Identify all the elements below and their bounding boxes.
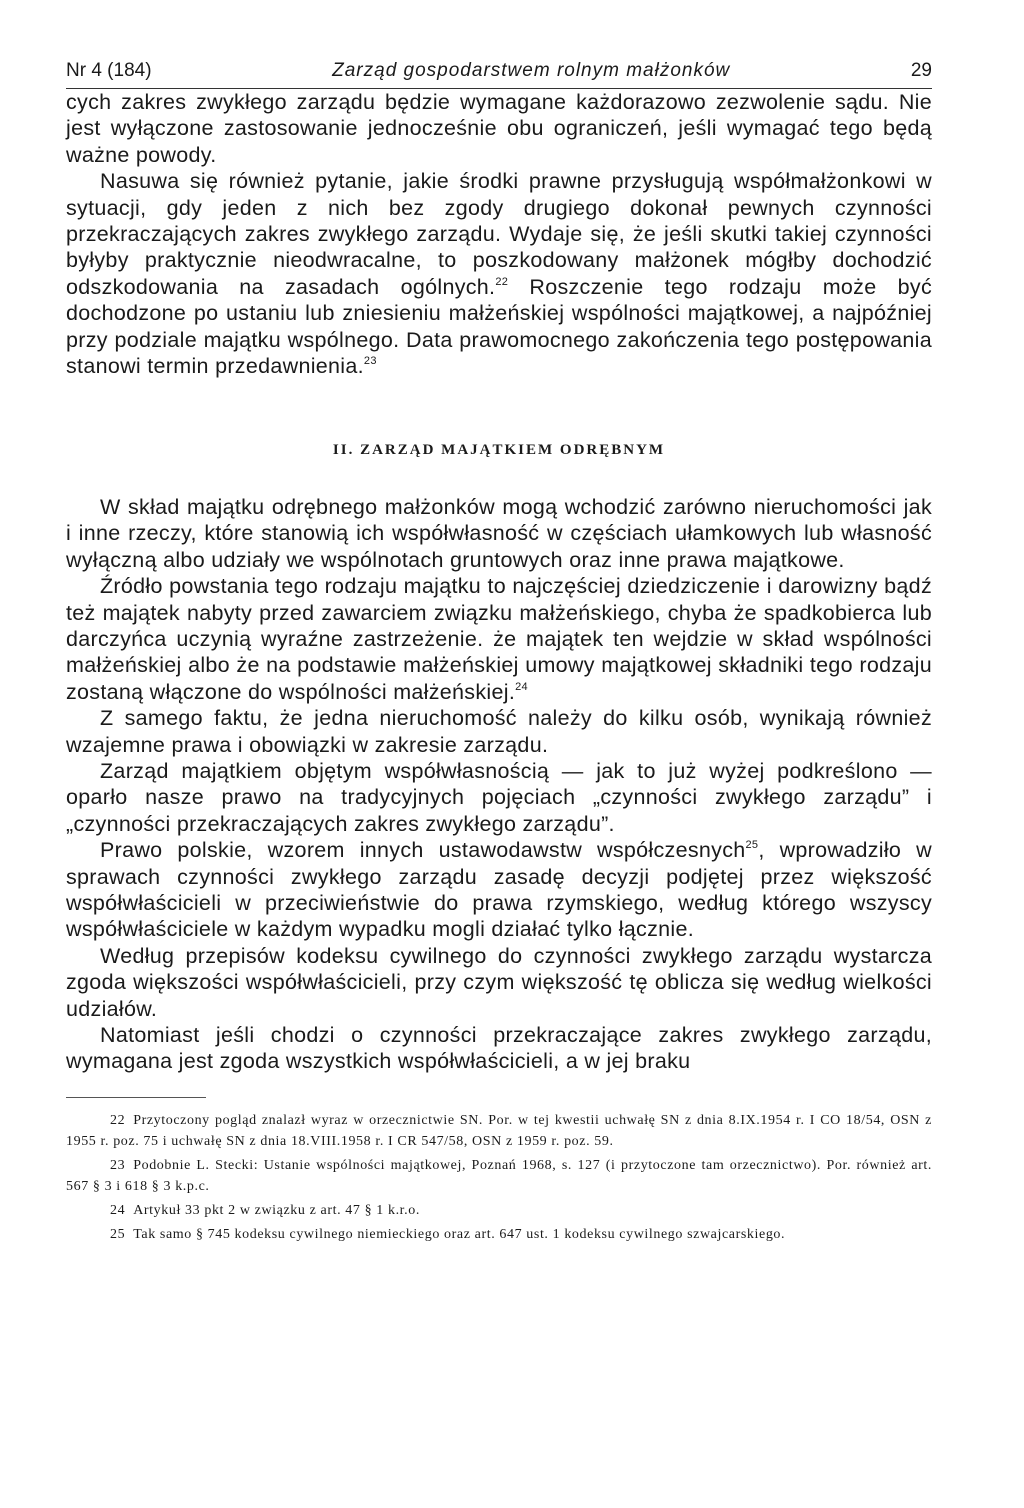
paragraph-8: Według przepisów kodeksu cywilnego do czynności zwykłego zarządu wystarcza zgoda większości współwłaścicieli, przy czym większość tę oblicza się według wielkości udziałów. (66, 943, 932, 1021)
paragraph-7 (66, 837, 932, 943)
footnote-ref-22[interactable]: 22 (495, 275, 509, 288)
footnote-number: 24 (110, 1202, 126, 1218)
paragraph-4 (66, 573, 932, 705)
paragraph-4-text: Źródło powstania tego rodzaju majątku to najczęściej dziedziczenie i darowizny bądź też majątek nabyty przed zawarciem związku małżeńskiego, chyba że spadkobierca lub darczyńca uczynią wyraźne zastrzeżenie. że majątek ten wejdzie w skład wspólności małżeńskiej albo że na podstawie małżeńskiej umowy majątkowej składniki tego rodzaju zostaną włączone do wspólności małżeńskiej. (66, 574, 932, 704)
footnote-ref-23[interactable]: 23 (363, 355, 377, 368)
footnote-divider (66, 1097, 206, 1098)
article-body (66, 89, 932, 1075)
footnote-22 (66, 1110, 932, 1152)
footnote-24 (66, 1200, 932, 1221)
paragraph-3: W skład majątku odrębnego małżonków mogą wchodzić zarówno nieruchomości jak i inne rzeczy, które stanowią ich współwłasność w częściach ułamkowych lub własność wyłączną albo udziały we wspólnotach gruntowych oraz inne prawa majątkowe. (66, 494, 932, 572)
running-title: Zarząd gospodarstwem rolnym małżonków (332, 60, 731, 81)
running-header (66, 60, 932, 89)
footnote-number: 25 (110, 1226, 126, 1242)
paragraph-5: Z samego faktu, że jedna nieruchomość należy do kilku osób, wynikają również wzajemne prawa i obowiązki w zakresie zarządu. (66, 706, 932, 757)
footnote-ref-24[interactable]: 24 (515, 680, 528, 693)
footnote-number: 22 (110, 1112, 126, 1128)
paragraph-2-text-b: Roszczenie tego rodzaju może być dochodzone po ustaniu lub zniesieniu małżeńskiej wspólności majątkowej, a najpóźniej przy podziale majątku wspólnego. Data prawomocnego zakończenia tego postępowania stanowi termin przedawnienia. (66, 274, 932, 379)
paragraph-7-text-a: Prawo polskie, wzorem innych ustawodawstw współczesnych (100, 838, 746, 863)
footnotes (66, 1110, 932, 1245)
footnote-ref-25[interactable]: 25 (745, 839, 759, 852)
paragraph-7-text-b: , wprowadziło w sprawach czynności zwykłego zarządu zasadę decyzji podjętej przez większość współwłaścicieli w przeciwieństwie do prawa rzymskiego, według którego wszyscy współwłaściciele w każdym wypadku mogli działać tylko łącznie. (66, 838, 932, 942)
footnote-text: Podobnie L. Stecki: Ustanie wspólności majątkowej, Poznań 1968, s. 127 (i przytoczone tam orzecznictwo). Por. również art. 567 § 3 i 618 § 3 k.p.c. (66, 1157, 932, 1194)
paragraph-1: cych zakres zwykłego zarządu będzie wymagane każdorazowo zezwolenie sądu. Nie jest wyłączone zastosowanie jednocześnie obu ograniczeń, jeśli wymagać tego będą ważne powody. (66, 90, 932, 167)
paragraph-2 (66, 168, 932, 379)
footnote-number: 23 (110, 1157, 126, 1173)
page-number: 29 (910, 60, 932, 81)
paragraph-2-text-a: Nasuwa się również pytanie, jakie środki prawne przysługują współmałżonkowi w sytuacji, gdy jeden z nich bez zgody drugiego dokonał pewnych czynności przekraczających zakres zwykłego zarządu. Wydaje się, że jeśli skutki takiej czynności byłyby praktycznie nieodwracalne, to poszkodowany małżonek mógłby dochodzić odszkodowania na zasadach ogólnych. (66, 169, 932, 299)
footnote-25 (66, 1224, 932, 1245)
footnote-text: Przytoczony pogląd znalazł wyraz w orzecznictwie SN. Por. w tej kwestii uchwałę SN z dnia 8.IX.1954 r. I CO 18/54, OSN z 1955 r. poz. 75 i uchwałę SN z dnia 18.VIII.1958 r. I CR 547/58, OSN z 1959 r. poz. 59. (66, 1112, 932, 1149)
paragraph-9: Natomiast jeśli chodzi o czynności przekraczające zakres zwykłego zarządu, wymagana jest zgoda wszystkich współwłaścicieli, a w jej braku (66, 1023, 932, 1074)
page (66, 60, 932, 1248)
footnote-23 (66, 1155, 932, 1197)
section-heading: II. ZARZĄD MAJĄTKIEM ODRĘBNYM (332, 442, 666, 459)
footnote-text: Artykuł 33 pkt 2 w związku z art. 47 § 1 k.r.o. (133, 1202, 420, 1218)
issue-number: Nr 4 (184) (66, 60, 152, 81)
paragraph-6: Zarząd majątkiem objętym współwłasnością — jak to już wyżej podkreślono — oparło nasze prawo na tradycyjnych pojęciach „czynności zwykłego zarządu” i „czynności przekraczających zakres zwykłego zarządu”. (66, 758, 932, 836)
footnote-text: Tak samo § 745 kodeksu cywilnego niemieckiego oraz art. 647 ust. 1 kodeksu cywilnego szwajcarskiego. (133, 1226, 786, 1242)
